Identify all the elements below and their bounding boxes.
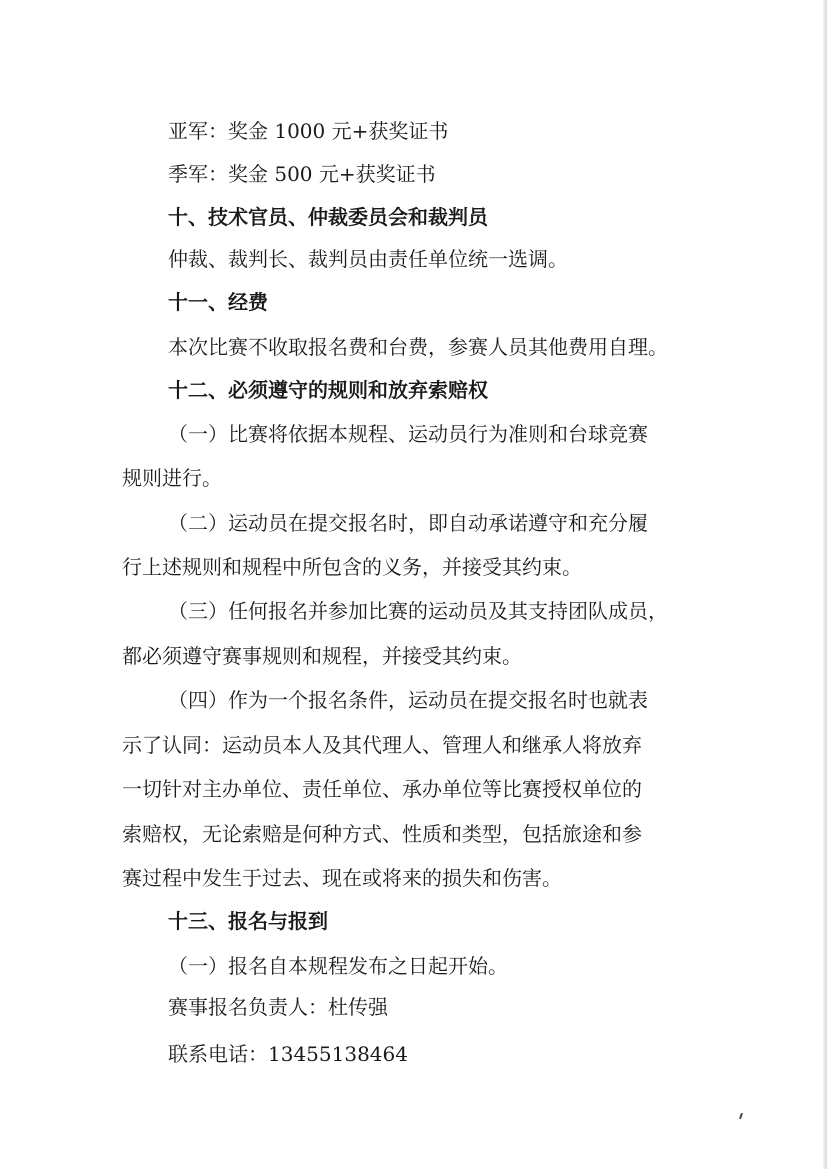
registration-contact-person: 赛事报名负责人：杜传强 [168, 995, 388, 1019]
prize-third-place: 季军：奖金 500 元+获奖证书 [168, 162, 436, 186]
contact-phone: 联系电话：13455138464 [168, 1042, 408, 1066]
section-12-line: 索赔权，无论索赔是何种方式、性质和类型，包括旅途和参 [122, 822, 642, 846]
section-12-line: 规则进行。 [122, 466, 222, 490]
section-12-line: 行上述规则和规程中所包含的义务，并接受其约束。 [122, 555, 582, 579]
section-12-line: （三）任何报名并参加比赛的运动员及其支持团队成员， [168, 599, 668, 623]
section-12-line: 赛过程中发生于过去、现在或将来的损失和伤害。 [122, 866, 562, 890]
section-12-line: （二）运动员在提交报名时，即自动承诺遵守和充分履 [168, 511, 648, 535]
section-12-line: 示了认同：运动员本人及其代理人、管理人和继承人将放弃 [122, 733, 642, 757]
prize-second-place: 亚军：奖金 1000 元+获奖证书 [168, 119, 449, 143]
scan-edge [823, 0, 827, 1169]
scan-speck [739, 1113, 743, 1119]
section-10-heading: 十、技术官员、仲裁委员会和裁判员 [168, 205, 488, 229]
section-12-line: （四）作为一个报名条件，运动员在提交报名时也就表 [168, 688, 648, 712]
section-12-line: （一）比赛将依据本规程、运动员行为准则和台球竞赛 [168, 422, 648, 446]
section-11-body: 本次比赛不收取报名费和台费，参赛人员其他费用自理。 [168, 335, 668, 359]
section-12-line: 一切针对主办单位、责任单位、承办单位等比赛授权单位的 [122, 777, 642, 801]
section-12-line: 都必须遵守赛事规则和规程，并接受其约束。 [122, 644, 522, 668]
section-12-heading: 十二、必须遵守的规则和放弃索赔权 [168, 378, 488, 402]
section-13-heading: 十三、报名与报到 [168, 909, 328, 933]
section-10-body: 仲裁、裁判长、裁判员由责任单位统一选调。 [168, 247, 568, 271]
section-11-heading: 十一、经费 [168, 290, 268, 314]
section-13-line: （一）报名自本规程发布之日起开始。 [168, 954, 508, 978]
